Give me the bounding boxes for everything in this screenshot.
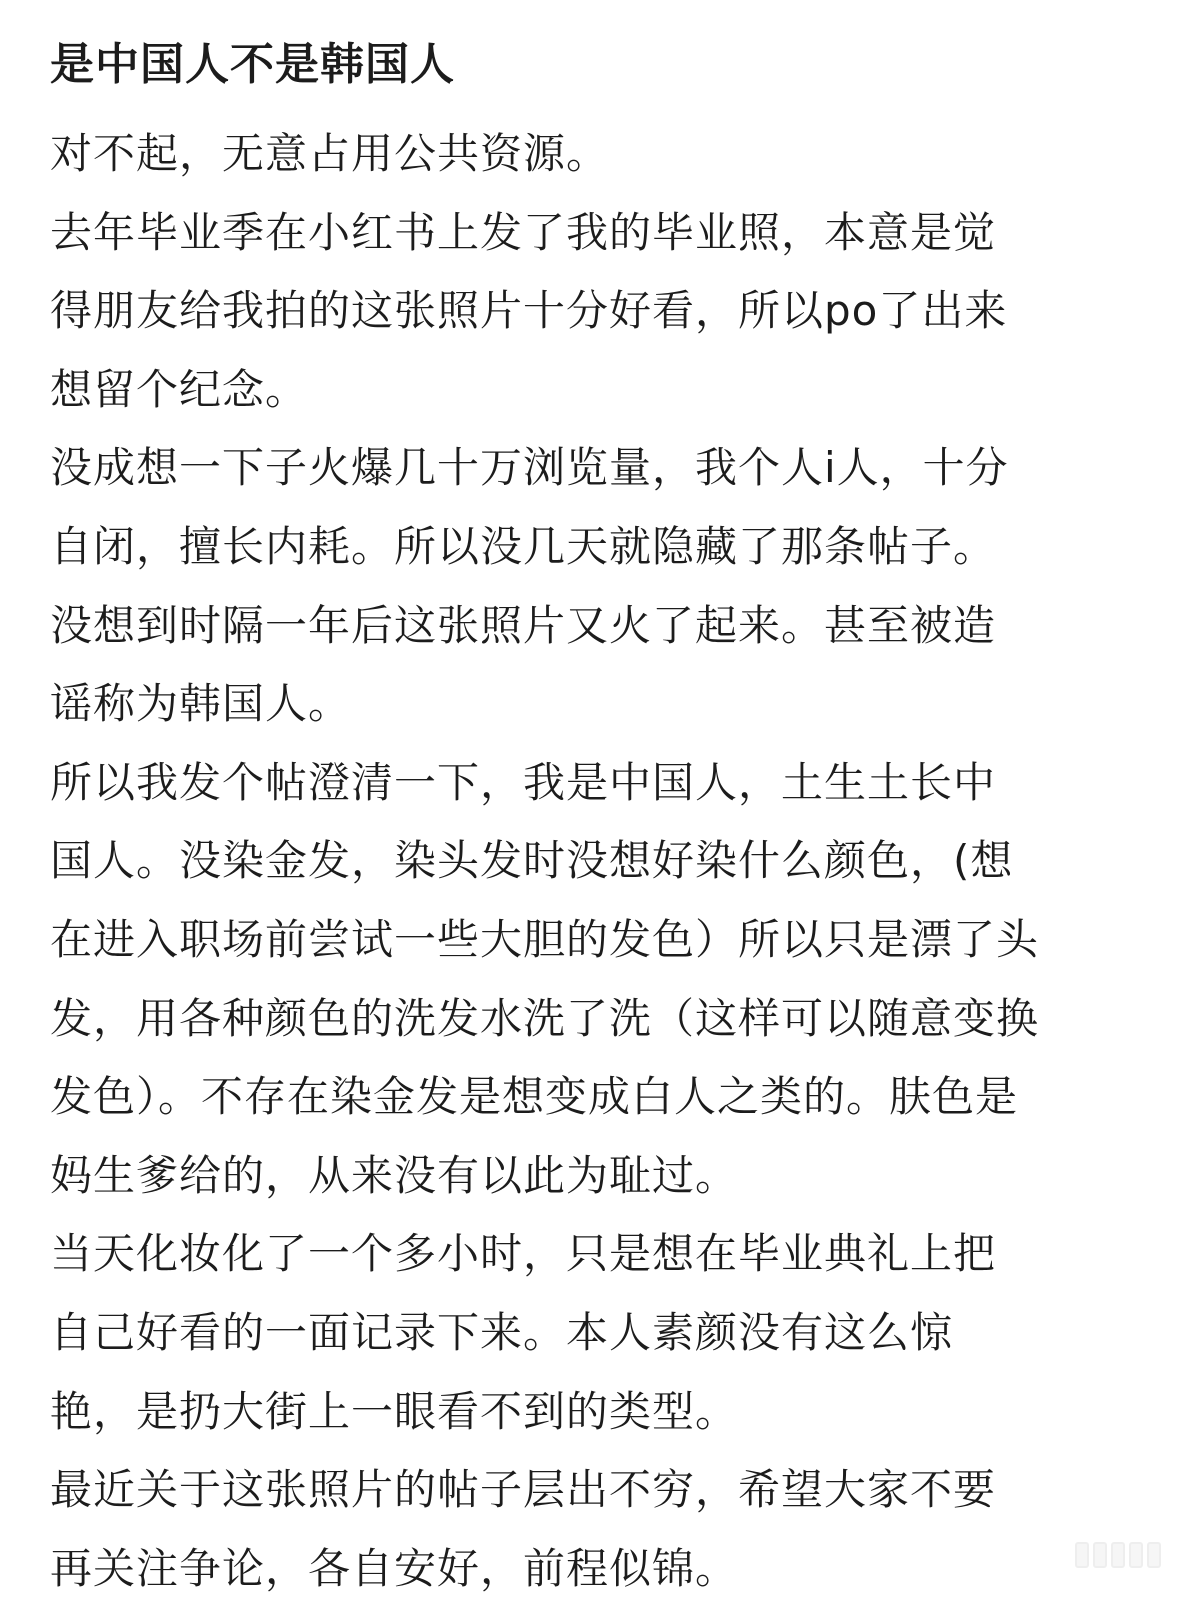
post-body-line: 艳，是扔大街上一眼看不到的类型。 — [50, 1386, 739, 1436]
watermark-mark — [1147, 1542, 1161, 1568]
post-body-line: 想留个纪念。 — [50, 364, 309, 414]
watermark — [1075, 1542, 1161, 1568]
post-body-line: 得朋友给我拍的这张照片十分好看，所以po了出来 — [50, 286, 1008, 336]
watermark-mark — [1129, 1542, 1143, 1568]
post-body-line: 再关注争论，各自安好，前程似锦。 — [50, 1543, 739, 1593]
post-body-line: 去年毕业季在小红书上发了我的毕业照，本意是觉 — [50, 207, 997, 257]
post-body — [50, 115, 1140, 1608]
post-body-line: 发，用各种颜色的洗发水洗了洗（这样可以随意变换 — [50, 993, 1040, 1043]
post-content — [50, 0, 1140, 1608]
post-body-line: 最近关于这张照片的帖子层出不穷，希望大家不要 — [50, 1465, 997, 1515]
post-body-line: 谣称为韩国人。 — [50, 679, 352, 729]
post-body-line: 所以我发个帖澄清一下，我是中国人，土生土长中 — [50, 757, 997, 807]
post-body-line: 自己好看的一面记录下来。本人素颜没有这么惊 — [50, 1307, 954, 1357]
post-body-line: 没想到时隔一年后这张照片又火了起来。甚至被造 — [50, 600, 997, 650]
post-body-line: 没成想一下子火爆几十万浏览量，我个人i人，十分 — [50, 443, 1009, 493]
post-body-line: 国人。没染金发，染头发时没想好染什么颜色，(想 — [50, 836, 1014, 886]
post-body-line: 自闭，擅长内耗。所以没几天就隐藏了那条帖子。 — [50, 521, 997, 571]
post-body-line: 当天化妆化了一个多小时，只是想在毕业典礼上把 — [50, 1229, 997, 1279]
post-body-line: 在进入职场前尝试一些大胆的发色）所以只是漂了头 — [50, 914, 1040, 964]
watermark-mark — [1111, 1542, 1125, 1568]
post-body-line: 对不起，无意占用公共资源。 — [50, 129, 610, 178]
watermark-mark — [1075, 1542, 1089, 1568]
post-body-line: 妈生爹给的，从来没有以此为耻过。 — [50, 1150, 739, 1200]
post-title: 是中国人不是韩国人 — [50, 39, 455, 90]
watermark-mark — [1093, 1542, 1107, 1568]
post-body-line: 发色）。不存在染金发是想变成白人之类的。肤色是 — [50, 1072, 1019, 1122]
